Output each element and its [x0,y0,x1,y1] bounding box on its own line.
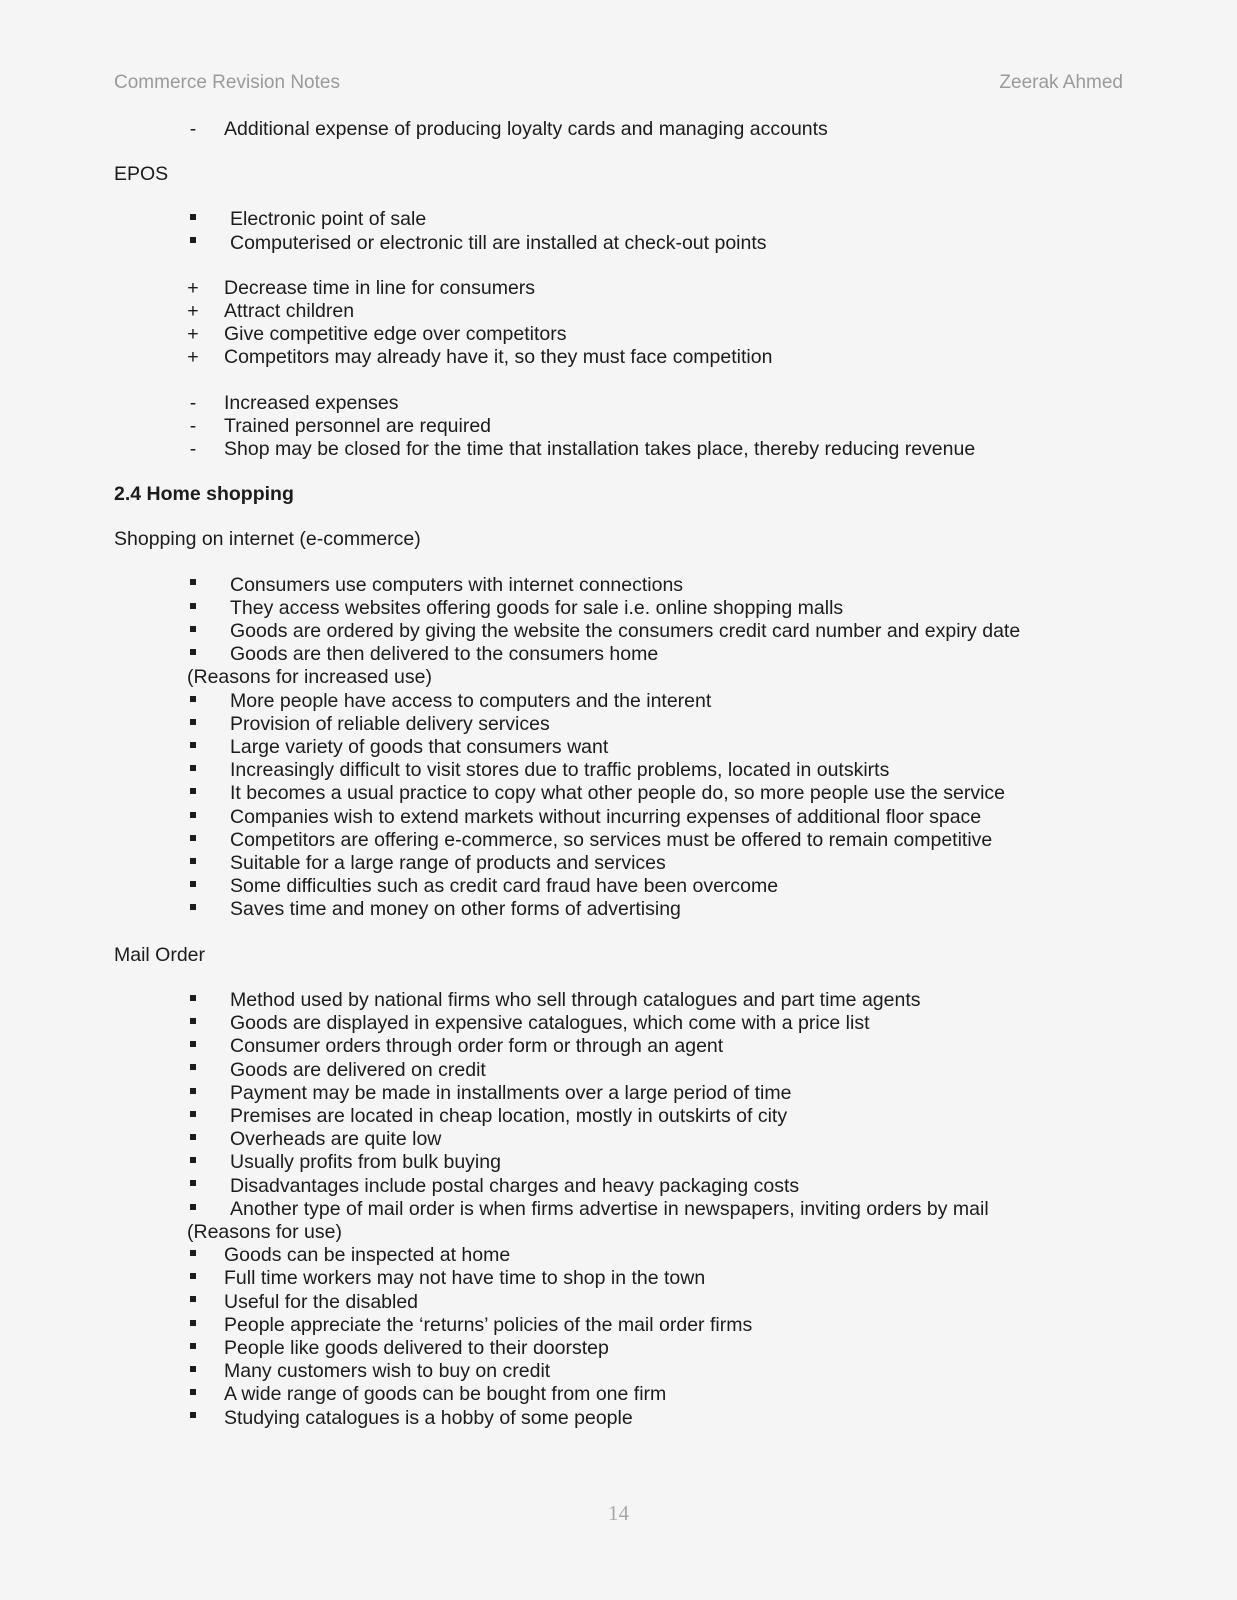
section-heading-home-shopping: 2.4 Home shopping [114,483,294,506]
list-item: Some difficulties such as credit card fraud have been overcome [114,875,1134,898]
list-item: They access websites offering goods for sale i.e. online shopping malls [114,597,1134,620]
page-number: 14 [608,1501,629,1525]
list-item: + Give competitive edge over competitors [187,323,567,346]
reasons-label: (Reasons for use) [187,1220,342,1243]
subsection-title-internet: Shopping on internet (e-commerce) [114,528,421,551]
list-item: Saves time and money on other forms of advertising [114,898,1134,921]
list-item: Full time workers may not have time to shop in the town [114,1267,1134,1290]
list-item: Goods can be inspected at home [114,1244,1134,1267]
list-item: - Shop may be closed for the time that installation takes place, thereby reducing revenue [189,438,976,461]
list-item: - Increased expenses [189,391,399,414]
list-item: Studying catalogues is a hobby of some people [114,1407,1134,1430]
list-item: Competitors are offering e-commerce, so services must be offered to remain competitive [114,829,1134,852]
list-item: People like goods delivered to their doorstep [114,1337,1134,1360]
mail-order-points [114,989,1134,1221]
mail-order-reasons [114,1244,1134,1430]
list-item: - Trained personnel are required [189,414,492,437]
list-item: A wide range of goods can be bought from one firm [114,1383,1134,1406]
list-item: - Additional expense of producing loyalty cards and managing accounts [189,118,828,140]
list-item: Goods are delivered on credit [114,1059,1134,1082]
list-item: Large variety of goods that consumers want [114,736,1134,759]
list-item: Provision of reliable delivery services [114,713,1134,736]
list-item: More people have access to computers and the interent [114,690,1134,713]
list-item: Computerised or electronic till are installed at check-out points [114,232,1134,255]
list-item: + Competitors may already have it, so they must face competition [187,346,773,369]
subsection-title-mail-order: Mail Order [114,943,206,966]
reasons-label: (Reasons for increased use) [187,666,432,689]
header-author: Zeerak Ahmed [999,72,1123,93]
list-item: Many customers wish to buy on credit [114,1360,1134,1383]
list-item: Overheads are quite low [114,1128,1134,1151]
epos-advantages [114,277,1134,370]
epos-disadvantages [114,392,1134,462]
internet-reasons [114,690,1134,922]
section-title-epos: EPOS [114,163,169,186]
list-item: + Attract children [187,300,355,323]
list-item: Usually profits from bulk buying [114,1151,1134,1174]
list-item: Goods are displayed in expensive catalogues, which come with a price list [114,1012,1134,1035]
header-title: Commerce Revision Notes [114,72,340,93]
list-item: Goods are ordered by giving the website the consumers credit card number and expiry date [114,620,1134,643]
epos-points [114,208,1134,254]
list-item: Method used by national firms who sell through catalogues and part time agents [114,989,1134,1012]
internet-points [114,574,1134,667]
list-item: Companies wish to extend markets without incurring expenses of additional floor space [114,806,1134,829]
list-item: Electronic point of sale [114,208,1134,231]
list-item: Increasingly difficult to visit stores due to traffic problems, located in outskirts [114,759,1134,782]
list-item: Another type of mail order is when firms advertise in newspapers, inviting orders by mail [114,1198,1134,1221]
page-content [114,118,1134,1430]
list-item: People appreciate the ‘returns’ policies of the mail order firms [114,1314,1134,1337]
list-item: Goods are then delivered to the consumers home [114,643,1134,666]
list-item: Payment may be made in installments over a large period of time [114,1082,1134,1105]
list-item: + Decrease time in line for consumers [187,276,536,299]
list-item: Consumer orders through order form or through an agent [114,1035,1134,1058]
list-item: Suitable for a large range of products and services [114,852,1134,875]
list-item: Premises are located in cheap location, mostly in outskirts of city [114,1105,1134,1128]
list-item: Disadvantages include postal charges and heavy packaging costs [114,1175,1134,1198]
list-item: It becomes a usual practice to copy what other people do, so more people use the service [114,782,1134,805]
list-item: Consumers use computers with internet connections [114,574,1134,597]
list-item: Useful for the disabled [114,1291,1134,1314]
